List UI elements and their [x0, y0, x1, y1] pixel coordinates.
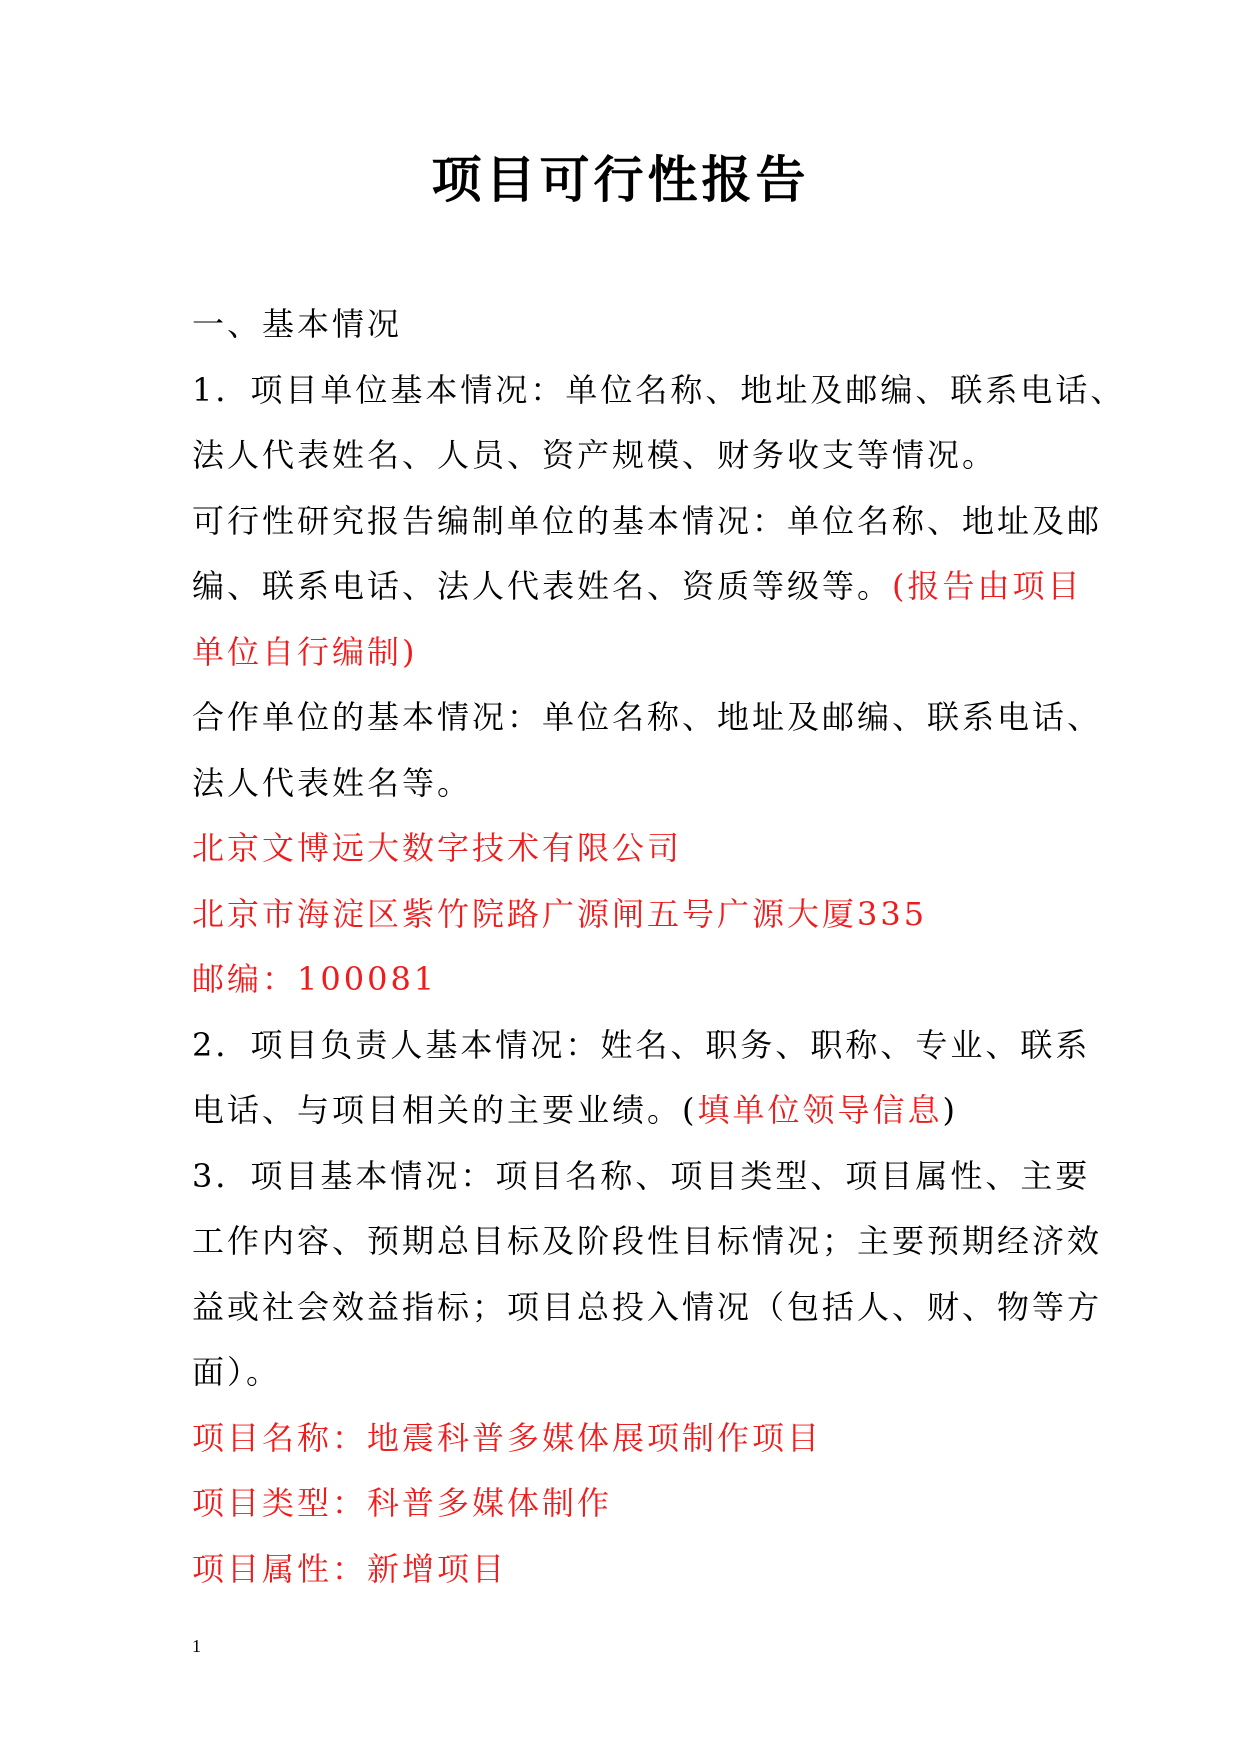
text-segment: 编、联系电话、法人代表姓名、资质等级等。 — [192, 567, 893, 605]
text-line — [192, 423, 1062, 489]
text-line — [192, 292, 1062, 358]
text-line — [192, 685, 1103, 751]
highlight-segment: 邮编：100081 — [192, 960, 438, 998]
text-segment: 法人代表姓名等。 — [192, 763, 473, 802]
text-segment: 面）。 — [192, 1353, 282, 1391]
text-segment: 3．项目基本情况：项目名称、项目类型、项目属性、主要 — [192, 1156, 1091, 1195]
text-line — [192, 620, 1062, 686]
highlight-segment: 填单位领导信息 — [697, 1091, 943, 1129]
highlight-segment: 北京文博远大数字技术有限公司 — [192, 829, 683, 867]
text-line — [192, 1209, 1103, 1275]
text-segment: 工作内容、预期总目标及阶段性目标情况；主要预期经济效 — [192, 1222, 1103, 1260]
highlight-segment: (报告由项目 — [892, 567, 1083, 605]
text-line — [192, 1340, 1062, 1406]
text-segment: 1．项目单位基本情况：单位名称、地址及邮编、联系电话、 — [192, 370, 1126, 409]
text-segment: 合作单位的基本情况：单位名称、地址及邮编、联系电话、 — [192, 698, 1103, 736]
highlight-segment: 项目类型：科普多媒体制作 — [192, 1484, 613, 1522]
text-line — [192, 816, 1062, 882]
text-segment: 2．项目负责人基本情况：姓名、职务、职称、专业、联系 — [192, 1025, 1091, 1064]
text-line — [192, 554, 1083, 620]
text-line — [192, 947, 1062, 1013]
text-line — [192, 1078, 1062, 1144]
text-line — [192, 1144, 1091, 1210]
document-body — [192, 292, 1126, 1602]
text-segment: 法人代表姓名、人员、资产规模、财务收支等情况。 — [192, 436, 998, 474]
page-number: 1 — [192, 1636, 201, 1656]
text-line — [192, 1013, 1091, 1079]
text-line — [192, 751, 1062, 817]
highlight-segment: 北京市海淀区紫竹院路广源闸五号广源大厦335 — [192, 894, 928, 933]
document-title: 项目可行性报告 — [431, 151, 810, 209]
text-line — [192, 1406, 1062, 1472]
text-line — [192, 1537, 1062, 1603]
highlight-segment: 项目名称：地震科普多媒体展项制作项目 — [192, 1418, 823, 1457]
text-segment: 可行性研究报告编制单位的基本情况：单位名称、地址及邮 — [192, 501, 1103, 540]
text-line — [192, 882, 1062, 948]
text-line — [192, 358, 1126, 424]
text-segment: 益或社会效益指标；项目总投入情况（包括人、财、物等方 — [192, 1287, 1103, 1326]
text-line — [192, 489, 1103, 555]
text-line — [192, 1275, 1103, 1341]
highlight-segment: 单位自行编制) — [192, 632, 418, 671]
highlight-segment: 项目属性：新增项目 — [192, 1549, 508, 1588]
text-line — [192, 1471, 1062, 1537]
text-segment: 电话、与项目相关的主要业绩。( — [192, 1091, 698, 1129]
text-segment: 一、基本情况 — [192, 305, 403, 343]
text-segment: ) — [942, 1091, 958, 1129]
